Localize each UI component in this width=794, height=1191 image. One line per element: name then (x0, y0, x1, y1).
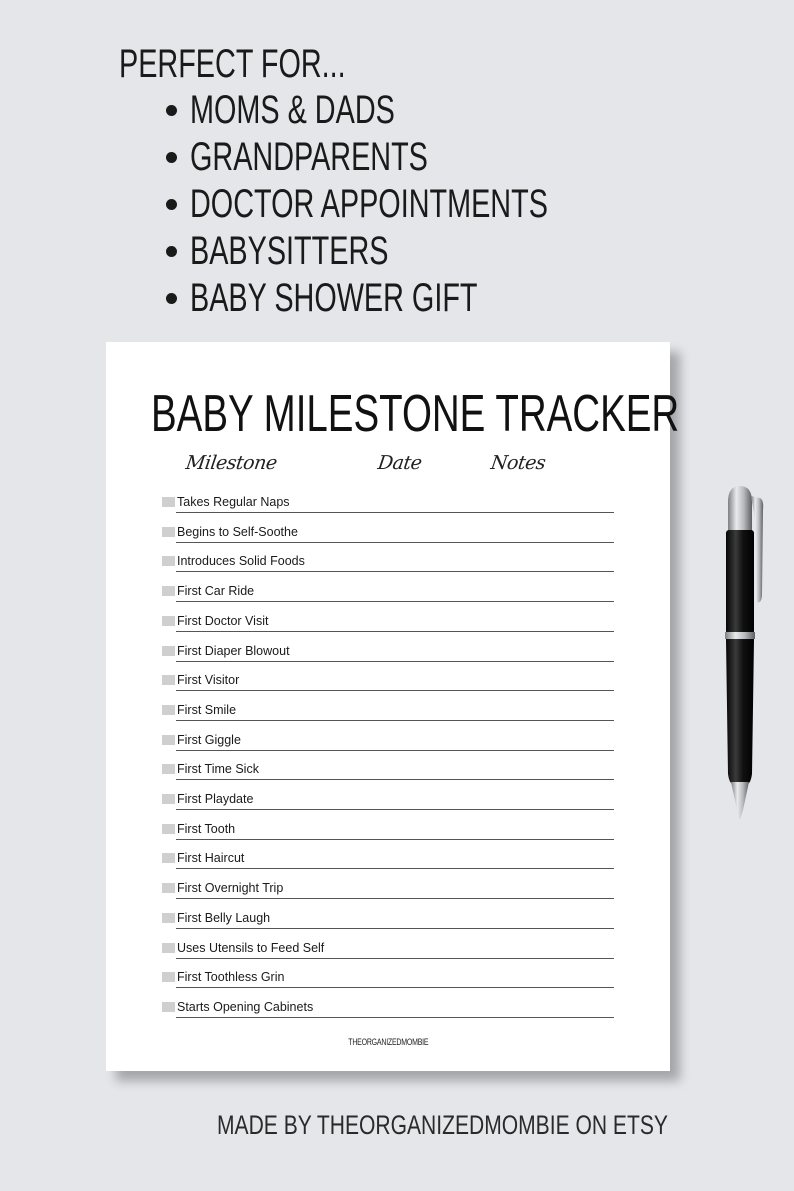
bullet-icon (166, 105, 177, 116)
milestone-row (162, 821, 614, 841)
milestone-label: First Toothless Grin (177, 970, 285, 985)
milestone-list (106, 342, 670, 1071)
milestone-row (162, 850, 614, 870)
milestone-label: First Time Sick (177, 762, 259, 777)
checkbox-icon[interactable] (162, 1002, 175, 1012)
milestone-label: Starts Opening Cabinets (177, 999, 314, 1014)
milestone-row (162, 761, 614, 781)
milestone-row (162, 583, 614, 603)
milestone-label: Takes Regular Naps (177, 495, 290, 509)
checkbox-icon[interactable] (162, 616, 175, 626)
checkbox-icon[interactable] (162, 853, 175, 863)
checkbox-icon[interactable] (162, 675, 175, 685)
writing-line (176, 898, 614, 899)
milestone-row (162, 791, 614, 811)
milestone-label: Uses Utensils to Feed Self (177, 940, 325, 955)
column-header-date: Date (376, 452, 423, 474)
checkbox-icon[interactable] (162, 556, 175, 566)
writing-line (176, 631, 614, 632)
milestone-row (162, 969, 614, 989)
audience-item-label: MOMS & DADS (190, 88, 395, 132)
writing-line (176, 720, 614, 721)
audience-item-label: BABY SHOWER GIFT (190, 276, 478, 320)
milestone-label: First Visitor (177, 673, 240, 688)
writing-line (176, 542, 614, 543)
writing-line (176, 601, 614, 602)
checkbox-icon[interactable] (162, 943, 175, 953)
sheet-footer (106, 1037, 670, 1047)
milestone-label: First Car Ride (177, 584, 255, 599)
checkbox-icon[interactable] (162, 913, 175, 923)
audience-item-label: DOCTOR APPOINTMENTS (190, 182, 548, 226)
milestone-label: First Playdate (177, 792, 254, 806)
writing-line (176, 958, 614, 959)
writing-line (176, 987, 614, 988)
milestone-tracker-sheet (106, 342, 680, 1071)
writing-line (176, 809, 614, 810)
milestone-label: Introduces Solid Foods (177, 554, 305, 569)
milestone-label: First Haircut (177, 851, 245, 866)
milestone-label: First Doctor Visit (177, 613, 269, 628)
audience-item-label: GRANDPARENTS (190, 135, 428, 179)
column-header-notes: Notes (489, 452, 547, 474)
milestone-row (162, 494, 614, 514)
writing-line (176, 661, 614, 662)
checkbox-icon[interactable] (162, 705, 175, 715)
writing-line (176, 690, 614, 691)
bullet-icon (166, 199, 177, 210)
writing-line (176, 868, 614, 869)
milestone-row (162, 880, 614, 900)
bullet-icon (166, 152, 177, 163)
milestone-row (162, 732, 614, 752)
writing-line (176, 512, 614, 513)
milestone-row (162, 613, 614, 633)
checkbox-icon[interactable] (162, 497, 175, 507)
milestone-label: First Overnight Trip (177, 881, 284, 896)
checkbox-icon[interactable] (162, 883, 175, 893)
writing-line (176, 571, 614, 572)
writing-line (176, 779, 614, 780)
writing-line (176, 839, 614, 840)
milestone-row (162, 643, 614, 663)
column-header-milestone: Milestone (184, 452, 279, 474)
milestone-row (162, 524, 614, 544)
checkbox-icon[interactable] (162, 586, 175, 596)
milestone-label: Begins to Self-Soothe (177, 524, 298, 539)
checkbox-icon[interactable] (162, 527, 175, 537)
milestone-label: First Giggle (177, 732, 241, 747)
milestone-label: First Diaper Blowout (177, 643, 290, 658)
milestone-row (162, 702, 614, 722)
bullet-icon (166, 293, 177, 304)
bullet-icon (166, 246, 177, 257)
milestone-row (162, 553, 614, 573)
milestone-label: First Tooth (177, 821, 236, 836)
checkbox-icon[interactable] (162, 824, 175, 834)
checkbox-icon[interactable] (162, 764, 175, 774)
writing-line (176, 928, 614, 929)
milestone-label: First Smile (177, 702, 237, 717)
pen-icon (718, 484, 768, 824)
credit-line: MADE BY THEORGANIZEDMOMBIE ON ETSY (217, 1110, 668, 1140)
checkbox-icon[interactable] (162, 972, 175, 982)
milestone-row (162, 910, 614, 930)
audience-item-label: BABYSITTERS (190, 229, 389, 273)
writing-line (176, 1017, 614, 1018)
milestone-label: First Belly Laugh (177, 910, 271, 925)
writing-line (176, 750, 614, 751)
milestone-row (162, 672, 614, 692)
milestone-row (162, 999, 614, 1019)
checkbox-icon[interactable] (162, 794, 175, 804)
checkbox-icon[interactable] (162, 735, 175, 745)
milestone-row (162, 940, 614, 960)
promo-heading: PERFECT FOR... (119, 42, 346, 86)
sheet-title: BABY MILESTONE TRACKER (151, 385, 680, 443)
checkbox-icon[interactable] (162, 646, 175, 656)
sheet-footer-text: THEORGANIZEDMOMBIE (347, 1037, 429, 1047)
